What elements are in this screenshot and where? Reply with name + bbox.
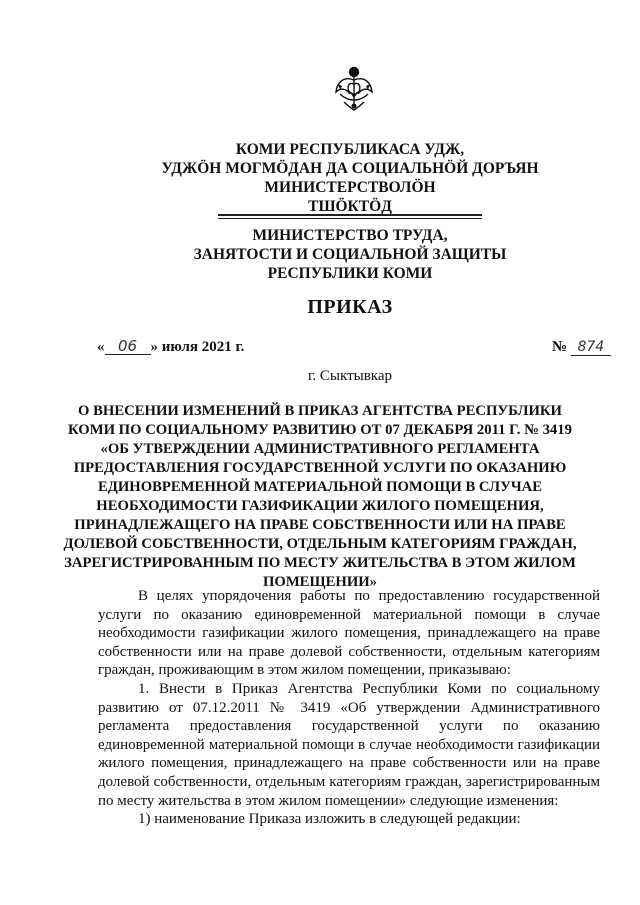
body-paragraph: 1. Внести в Приказ Агентства Республики Коми по социальному развитию от 07.12.2011 № 3419 «Об утверждении Административного регламента предоставления государственной услуги по оказанию единовременной материальной помощи в случае необходимости газификации жилого помещения, принадлежащего на праве собственности или на праве долевой собственности, отдельным категориям граждан, зарегистрированным по месту жительства в этом жилом помещении» следующие изменения: bbox=[98, 680, 600, 809]
handwritten-number: 874 bbox=[571, 340, 611, 356]
number-sign: № bbox=[552, 339, 568, 355]
header-line: МИНИСТЕРСТВОЛӦН bbox=[264, 179, 436, 196]
issue-city: г. Сыктывкар bbox=[307, 368, 393, 384]
body-paragraph: 1) наименование Приказа изложить в следующей редакции: bbox=[138, 811, 521, 828]
order-body bbox=[98, 587, 600, 829]
order-date bbox=[97, 339, 244, 356]
header-line: УДЖӦН МОГМӦДАН ДА СОЦИАЛЬНӦЙ ДОРЪЯН bbox=[161, 160, 539, 177]
handwritten-day: 06 bbox=[105, 339, 151, 355]
order-number bbox=[552, 339, 611, 356]
coat-of-arms-icon bbox=[332, 64, 376, 114]
issuer-header-russian bbox=[150, 226, 550, 283]
body-paragraph: В целях упорядочения работы по предоставлению государственной услуги по оказанию единовременной материальной помощи в случае необходимости газификации жилого помещения, принадлежащего на праве собственности или на праве долевой собственности, отдельным категориям граждан, проживающим в этом жилом помещении, приказываю: bbox=[98, 588, 600, 679]
header-line: МИНИСТЕРСТВО ТРУДА, bbox=[252, 227, 448, 244]
header-line: РЕСПУБЛИКИ КОМИ bbox=[267, 265, 433, 282]
header-line: КОМИ РЕСПУБЛИКАСА УДЖ, bbox=[235, 141, 465, 158]
header-line: ЗАНЯТОСТИ И СОЦИАЛЬНОЙ ЗАЩИТЫ bbox=[193, 246, 507, 263]
date-month-year: » июля 2021 г. bbox=[150, 339, 245, 355]
order-subject-title: О ВНЕСЕНИИ ИЗМЕНЕНИЙ В ПРИКАЗ АГЕНТСТВА РЕСПУБЛИКИ КОМИ ПО СОЦИАЛЬНОМУ РАЗВИТИЮ ОТ 07 ДЕКАБРЯ 2011 Г. № 3419 «ОБ УТВЕРЖДЕНИИ АДМИНИСТРАТИВНОГО РЕГЛАМЕНТА ПРЕДОСТАВЛЕНИЯ ГОСУДАРСТВЕННОЙ УСЛУГИ ПО ОКАЗАНИЮ ЕДИНОВРЕМЕННОЙ МАТЕРИАЛЬНОЙ ПОМОЩИ В СЛУЧАЕ НЕОБХОДИМОСТИ ГАЗИФИКАЦИИ ЖИЛОГО ПОМЕЩЕНИЯ, ПРИНАДЛЕЖАЩЕГО НА ПРАВЕ СОБСТВЕННОСТИ ИЛИ НА ПРАВЕ ДОЛЕВОЙ СОБСТВЕННОСТИ, ОТДЕЛЬНЫМ КАТЕГОРИЯМ ГРАЖДАН, ЗАРЕГИСТРИРОВАННЫМ ПО МЕСТУ ЖИТЕЛЬСТВА В ЭТОМ ЖИЛОМ ПОМЕЩЕНИИ» bbox=[63, 403, 577, 590]
date-open-quote: « bbox=[97, 339, 105, 355]
header-line: ТШӦКТӦД bbox=[308, 198, 392, 215]
document-type-title: ПРИКАЗ bbox=[307, 296, 393, 318]
header-divider-thick bbox=[218, 214, 482, 216]
issuer-header-komi bbox=[150, 140, 550, 216]
header-divider-thin bbox=[218, 218, 482, 219]
